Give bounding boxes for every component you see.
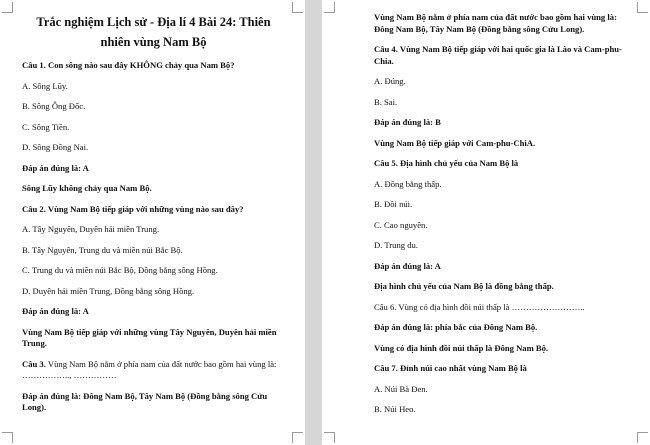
crop-mark-top-left xyxy=(2,2,13,13)
q1-option-a: A. Sông Lũy. xyxy=(22,80,68,91)
q6-answer: Đáp án đúng là: phía bắc của Đông Nam Bộ. xyxy=(374,322,538,332)
q4-explanation: Vùng Nam Bộ tiếp giáp với Cam-phu-ChiA. xyxy=(374,137,536,148)
q3-explanation: Vùng Nam Bộ nằm ở phía nam của đất nước bao gồm hai vùng là: Đông Nam Bộ, Tây Nam Bộ (Đồng bằng sông Cửu Long). xyxy=(374,12,617,34)
q1-option-d: D. Sông Đồng Nai. xyxy=(22,142,89,152)
q5-option-c: C. Cao nguyên. xyxy=(374,219,428,230)
crop-mark-bottom-left xyxy=(324,432,335,443)
crop-mark-top-right xyxy=(637,2,648,13)
q4-answer: Đáp án đúng là: B xyxy=(374,117,441,127)
q2-option-b: B. Tây Nguyên, Trung du và miền núi Bắc Bộ. xyxy=(22,244,183,255)
q2-option-c: C. Trung du và miền núi Bắc Bộ, Đồng bằng sông Hồng. xyxy=(22,265,218,275)
q3-answer: Đáp án đúng là: Đông Nam Bộ, Tây Nam Bộ (Đồng bằng sông Cửu Long). xyxy=(22,390,268,412)
question-3: Câu 3. Vùng Nam Bộ nằm ở phía nam của đất nước bao gồm hai vùng là: …………….., …………… xyxy=(22,358,277,380)
document-page-right xyxy=(322,0,650,445)
q1-answer: Đáp án đúng là: A xyxy=(22,162,89,173)
question-7: Câu 7. Đỉnh núi cao nhất vùng Nam Bộ là xyxy=(374,363,527,373)
crop-mark-bottom-right xyxy=(637,432,648,443)
q2-explanation: Vùng Nam Bộ tiếp giáp với những vùng Tây Nguyên, Duyên hải miền Trung. xyxy=(22,326,277,348)
crop-mark-bottom-right xyxy=(292,432,303,443)
document-page-left xyxy=(0,0,305,445)
question-1: Câu 1. Con sông nào sau đây KHÔNG chảy qua Nam Bộ? xyxy=(22,60,235,70)
q7-option-b: B. Núi Heo. xyxy=(374,404,416,414)
q6-explanation: Vùng có địa hình đồi núi thấp là Đông Nam Bộ. xyxy=(374,342,549,353)
question-4: Câu 4. Vùng Nam Bộ tiếp giáp với hai quốc gia là Lào và Cam-phu-Chia. xyxy=(374,44,622,66)
q5-option-b: B. Đồi núi. xyxy=(374,199,413,209)
crop-mark-bottom-left xyxy=(2,432,13,443)
q2-option-d: D. Duyên hải miền Trung, Đồng bằng sông Hồng. xyxy=(22,285,195,296)
q1-explanation: Sông Lũy không chảy qua Nam Bộ. xyxy=(22,183,152,193)
question-3-text: Vùng Nam Bộ nằm ở phía nam của đất nước bao gồm hai vùng là: …………….., …………… xyxy=(22,358,277,380)
q4-option-b: B. Sai. xyxy=(374,96,398,107)
document-title: Trắc nghiệm Lịch sử - Địa lí 4 Bài 24: Thiên nhiên vùng Nam Bộ xyxy=(36,15,271,49)
q2-option-a: A. Tây Nguyên, Duyên hải miền Trung. xyxy=(22,224,160,234)
crop-mark-top-right xyxy=(292,2,303,13)
q4-option-a: A. Đúng. xyxy=(374,76,406,86)
q5-option-a: A. Đồng bằng thấp. xyxy=(374,178,442,189)
q2-answer: Đáp án đúng là: A xyxy=(22,306,89,316)
crop-mark-top-left xyxy=(324,2,335,13)
q1-option-b: B. Sông Ông Đốc. xyxy=(22,101,86,111)
q5-option-d: D. Trung du. xyxy=(374,240,418,250)
q5-answer: Đáp án đúng là: A xyxy=(374,260,441,271)
question-2: Câu 2. Vùng Nam Bộ tiếp giáp với những vùng nào sau đây? xyxy=(22,203,244,214)
question-5: Câu 5. Địa hình chủ yếu của Nam Bộ là xyxy=(374,158,519,168)
q7-option-a: A. Núi Bà Đen. xyxy=(374,383,428,394)
question-6: Câu 6. Vùng có địa hình đồi núi thấp là …………………….. xyxy=(374,301,585,312)
q5-explanation: Địa hình chủ yếu của Nam Bộ là đồng bằng thấp. xyxy=(374,281,554,291)
q1-option-c: C. Sông Tiền. xyxy=(22,121,70,132)
